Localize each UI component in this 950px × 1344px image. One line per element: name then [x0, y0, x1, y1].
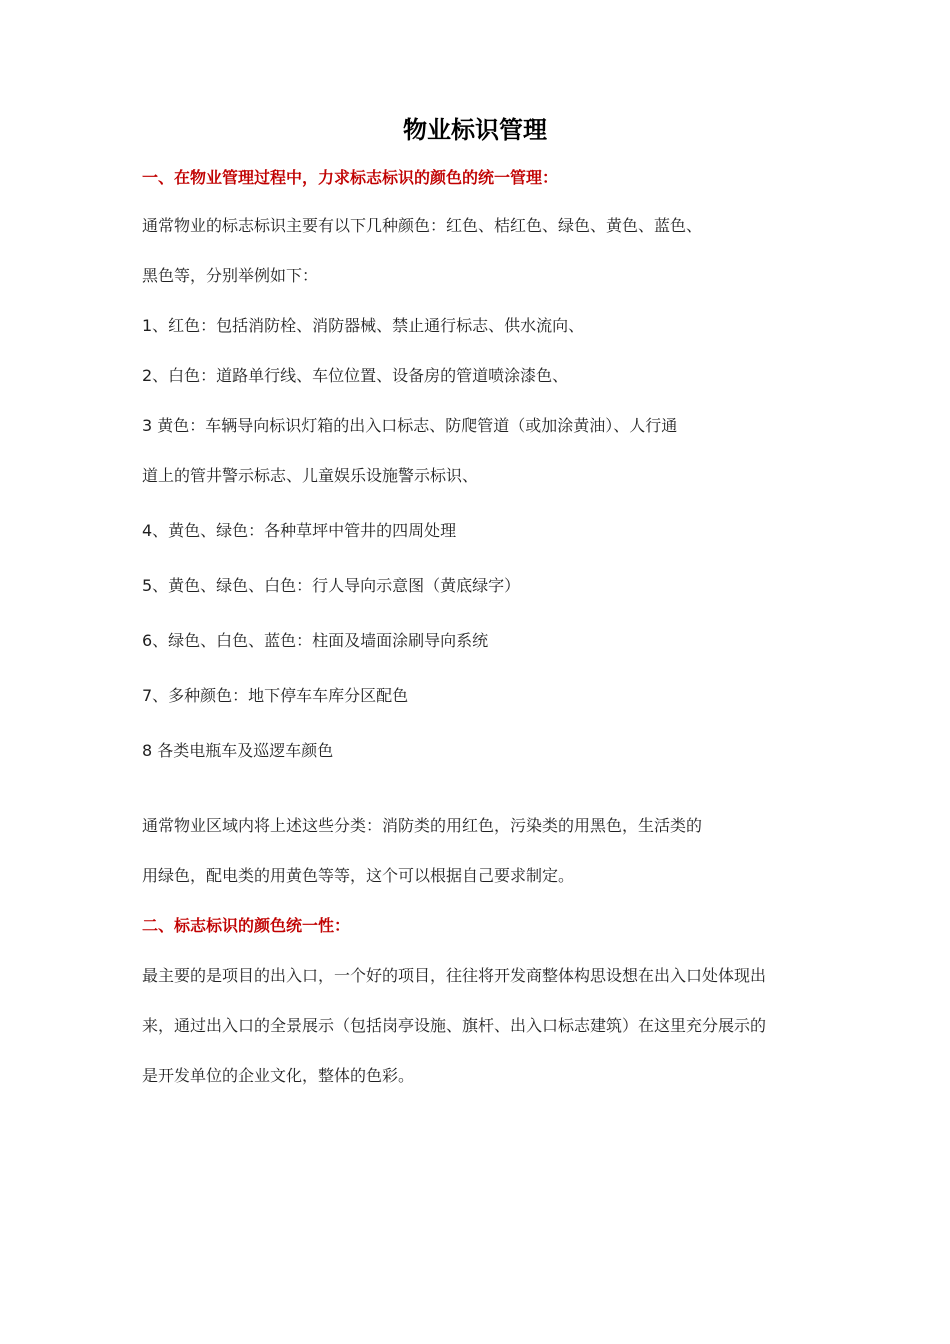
summary-line1: 通常物业区域内将上述这些分类：消防类的用红色，污染类的用黑色，生活类的 — [142, 816, 703, 835]
section2-para-line2: 来，通过出入口的全景展示（包括岗亭设施、旗杆、出入口标志建筑）在这里充分展示的 — [142, 1016, 767, 1035]
document-title: 物业标识管理 — [403, 116, 547, 144]
list-item-yellow-green: 4、黄色、绿色：各种草坪中管井的四周处理 — [142, 521, 457, 540]
list-item-multi-color: 7、多种颜色：地下停车车库分区配色 — [142, 686, 409, 705]
list-item-red: 1、红色：包括消防栓、消防器械、禁止通行标志、供水流向、 — [142, 316, 585, 335]
list-item-yellow: 3 黄色：车辆导向标识灯箱的出入口标志、防爬管道（或加涂黄油）、人行通 — [142, 416, 678, 435]
section1-intro-line2: 黑色等，分别举例如下： — [142, 266, 319, 285]
list-item-white: 2、白色：道路单行线、车位位置、设备房的管道喷涂漆色、 — [142, 366, 569, 385]
section1-intro-line1: 通常物业的标志标识主要有以下几种颜色：红色、桔红色、绿色、黄色、蓝色、 — [142, 216, 703, 235]
summary-line2: 用绿色，配电类的用黄色等等，这个可以根据自己要求制定。 — [142, 866, 575, 885]
list-item-green-white-blue: 6、绿色、白色、蓝色：柱面及墙面涂刷导向系统 — [142, 631, 489, 650]
list-item-yellow-green-white: 5、黄色、绿色、白色：行人导向示意图（黄底绿字） — [142, 576, 521, 595]
section2-heading: 二、标志标识的颜色统一性： — [142, 916, 351, 935]
list-item-yellow-continued: 道上的管井警示标志、儿童娱乐设施警示标识、 — [142, 466, 479, 485]
list-item-vehicles: 8 各类电瓶车及巡逻车颜色 — [142, 741, 334, 760]
section2-para-line1: 最主要的是项目的出入口，一个好的项目，往往将开发商整体构思设想在出入口处体现出 — [142, 966, 767, 985]
section2-para-line3: 是开发单位的企业文化，整体的色彩。 — [142, 1066, 415, 1085]
section1-heading: 一、在物业管理过程中，力求标志标识的颜色的统一管理： — [142, 168, 559, 187]
